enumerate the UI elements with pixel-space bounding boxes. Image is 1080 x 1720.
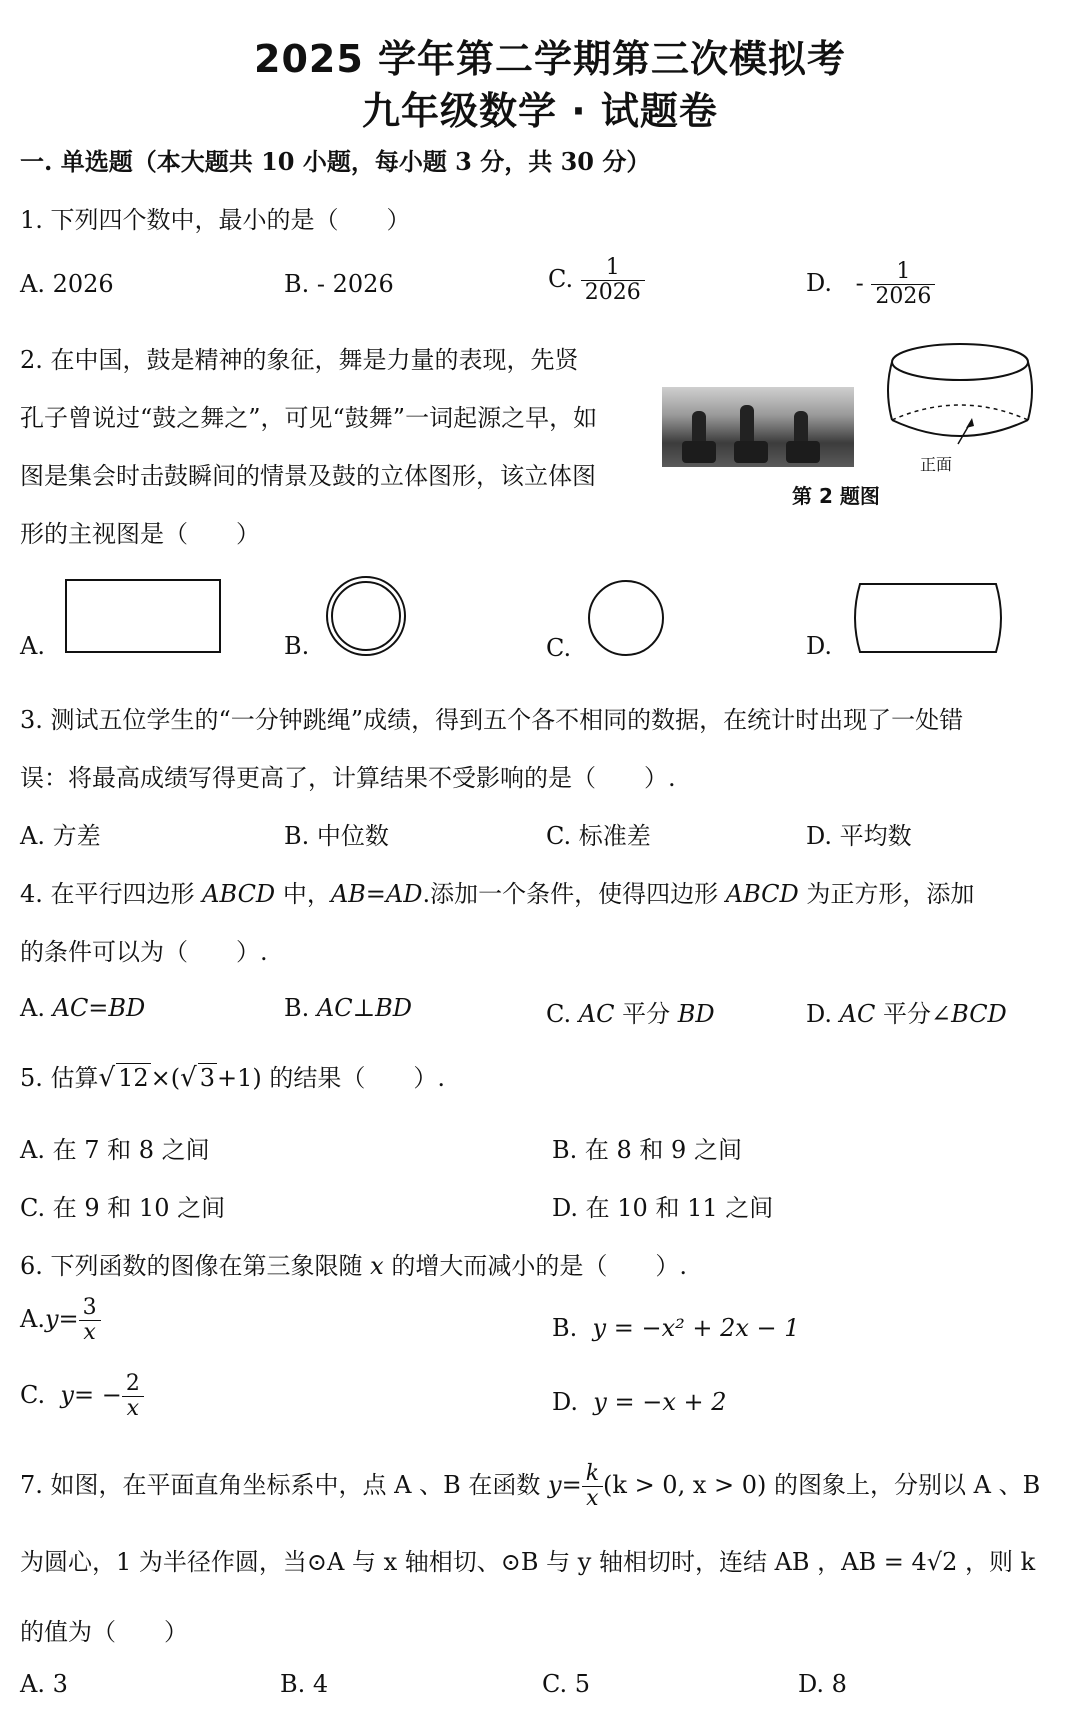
q2-option-c: C.: [546, 634, 572, 662]
q2-option-b: B.: [284, 632, 310, 660]
q4-option-c: [546, 994, 715, 1029]
q4-text-f: ABCD: [725, 880, 799, 908]
sqrt-sign-1: √: [98, 1063, 116, 1093]
q4-b-value: AC⊥BD: [316, 994, 413, 1022]
title-line-1: 2025 学年第二学期第三次模拟考: [254, 37, 846, 81]
section-heading: 一. 单选题（本大题共 10 小题，每小题 3 分，共 30 分）: [20, 147, 651, 176]
q1-option-a: A. 2026: [20, 270, 114, 298]
q4-d-label: D.: [806, 1000, 833, 1028]
q4-text-b: ABCD: [202, 880, 276, 908]
q2-option-a: A.: [20, 632, 45, 660]
q3-option-b: B. 中位数: [284, 822, 389, 850]
q4-c-label: C.: [546, 1000, 572, 1028]
q1-d-denominator: 2026: [871, 284, 935, 309]
q2-line-3: 图是集会时击鼓瞬间的情景及鼓的立体图形，该立体图: [20, 462, 596, 490]
q5-option-b: B. 在 8 和 9 之间: [552, 1136, 742, 1164]
q6-option-a: [20, 1296, 101, 1345]
q5-radicand-2: 3: [199, 1064, 215, 1092]
q7-line-3: 的值为（ ）: [20, 1618, 188, 1646]
q4-a-value: AC=BD: [52, 994, 146, 1022]
q7-eq: =: [561, 1471, 582, 1500]
q2-line-1: 2. 在中国，鼓是精神的象征，舞是力量的表现，先贤: [20, 346, 579, 374]
q7-y: y: [548, 1471, 562, 1500]
q6-c-lhs: y: [60, 1381, 74, 1410]
q6-stem-a: 6. 下列函数的图像在第三象限随: [20, 1252, 371, 1280]
q4-b-label: B.: [284, 994, 310, 1022]
drum-solid-figure: [880, 340, 1040, 450]
q2-line-2: 孔子曾说过“鼓之舞之”，可见“鼓舞”一词起源之早，如: [20, 404, 598, 432]
q7-text-a: 7. 如图，在平面直角坐标系中，点 A 、B 在函数: [20, 1471, 549, 1500]
q7-line-2: 为圆心，1 为半径作圆，当⊙A 与 x 轴相切、⊙B 与 y 轴相切时，连结 AB ，AB = 4√2 ，则 k: [20, 1548, 1036, 1576]
q4-d-mid: 平分: [875, 1000, 931, 1028]
q6-b-label: B.: [552, 1314, 578, 1342]
q4-text-g: 为正方形，添加: [798, 880, 975, 908]
q1-option-b: B. - 2026: [284, 270, 394, 298]
q5-suffix: +1) 的结果（ ）.: [217, 1064, 445, 1092]
q6-d-label: D.: [552, 1388, 579, 1416]
q5-stem: [20, 1058, 445, 1093]
q5-option-a: A. 在 7 和 8 之间: [20, 1136, 210, 1164]
double-circle-shape: [324, 574, 408, 658]
q2-option-d: D.: [806, 632, 833, 660]
q2-line-4: 形的主视图是（ ）: [20, 520, 260, 548]
q4-c-value-2: BD: [677, 1000, 715, 1028]
barrel-shape: [848, 580, 1008, 658]
q6-option-b: [552, 1314, 800, 1342]
q4-line-1: [20, 874, 974, 909]
q4-d-value-2: ∠BCD: [931, 1000, 1007, 1028]
q2-figure-caption: 第 2 题图: [792, 484, 880, 508]
q7-option-a: A. 3: [20, 1670, 68, 1698]
q6-a-denominator: x: [79, 1320, 101, 1345]
q5-radicand-1: 12: [118, 1064, 149, 1092]
q4-c-value-1: AC: [578, 1000, 615, 1028]
q3-line-2: 误：将最高成绩写得更高了，计算结果不受影响的是（ ）.: [20, 764, 676, 792]
circle-shape: [586, 578, 666, 658]
q7-numerator: k: [585, 1461, 600, 1486]
q6-c-fraction: [122, 1372, 144, 1421]
q4-option-d: [806, 994, 1007, 1029]
q6-b-expr: y = −x² + 2x − 1: [592, 1314, 800, 1342]
drum-performance-photo: [662, 387, 854, 467]
q1-option-d: [806, 260, 935, 309]
q7-denominator: x: [582, 1486, 603, 1511]
q3-option-a: A. 方差: [20, 822, 101, 850]
q1-stem: 1. 下列四个数中，最小的是（ ）: [20, 206, 411, 234]
q6-option-c: [20, 1372, 144, 1421]
q1-option-d-fraction: [871, 260, 935, 309]
q4-line-2: 的条件可以为（ ）.: [20, 938, 268, 966]
q6-c-label: C.: [20, 1381, 46, 1410]
q4-d-value-1: AC: [839, 1000, 876, 1028]
q6-stem: [20, 1246, 687, 1281]
title-line-2: 九年级数学 · 试题卷: [362, 89, 718, 133]
q6-a-lhs: y: [44, 1305, 59, 1334]
q1-c-denominator: 2026: [581, 280, 645, 305]
q4-text-d: AB=AD: [330, 880, 423, 908]
q5-times: ×(: [150, 1064, 181, 1092]
q6-a-numerator: 3: [82, 1295, 97, 1320]
q4-option-a: [20, 994, 145, 1022]
q4-c-mid: 平分: [614, 1000, 678, 1028]
q6-d-expr: y = −x + 2: [593, 1388, 727, 1416]
q6-stem-x: x: [370, 1252, 384, 1280]
q4-text-c: 中，: [275, 880, 331, 908]
q7-fraction: [582, 1462, 603, 1511]
q3-option-c: C. 标准差: [546, 822, 651, 850]
q6-a-eq: =: [58, 1305, 79, 1334]
q4-a-label: A.: [20, 994, 45, 1022]
rectangle-shape: [64, 578, 224, 656]
q1-option-c: [548, 256, 645, 305]
sqrt-sign-2: √: [180, 1063, 197, 1093]
q7-line-1: [20, 1462, 1040, 1511]
q1-c-numerator: 1: [605, 255, 620, 280]
q7-option-c: C. 5: [542, 1670, 591, 1698]
q6-a-fraction: [79, 1296, 101, 1345]
q6-c-numerator: 2: [125, 1371, 140, 1396]
q4-option-b: [284, 994, 412, 1022]
q6-c-denominator: x: [122, 1396, 144, 1421]
q1-d-sign: -: [855, 269, 864, 298]
q1-option-c-fraction: [581, 256, 645, 305]
q5-prefix: 5. 估算: [20, 1064, 99, 1092]
q6-a-label: A.: [20, 1305, 45, 1334]
q5-option-c: C. 在 9 和 10 之间: [20, 1194, 226, 1222]
q1-option-d-label: D.: [806, 269, 833, 298]
q6-option-d: [552, 1388, 727, 1416]
q3-option-d: D. 平均数: [806, 822, 912, 850]
front-label: 正面: [920, 455, 953, 474]
q6-c-eq: = −: [73, 1381, 122, 1410]
q7-text-b: (k > 0, x > 0) 的图象上，分别以 A 、B: [603, 1471, 1041, 1500]
q7-option-b: B. 4: [280, 1670, 329, 1698]
q5-option-d: D. 在 10 和 11 之间: [552, 1194, 774, 1222]
q1-option-c-label: C.: [548, 265, 574, 294]
q7-option-d: D. 8: [798, 1670, 847, 1698]
q4-text-a: 4. 在平行四边形: [20, 880, 203, 908]
q1-d-numerator: 1: [896, 259, 911, 284]
q3-line-1: 3. 测试五位学生的“一分钟跳绳”成绩，得到五个各不相同的数据，在统计时出现了一处错: [20, 706, 964, 734]
q6-stem-b: 的增大而减小的是（ ）.: [383, 1252, 687, 1280]
q4-text-e: .添加一个条件，使得四边形: [422, 880, 726, 908]
